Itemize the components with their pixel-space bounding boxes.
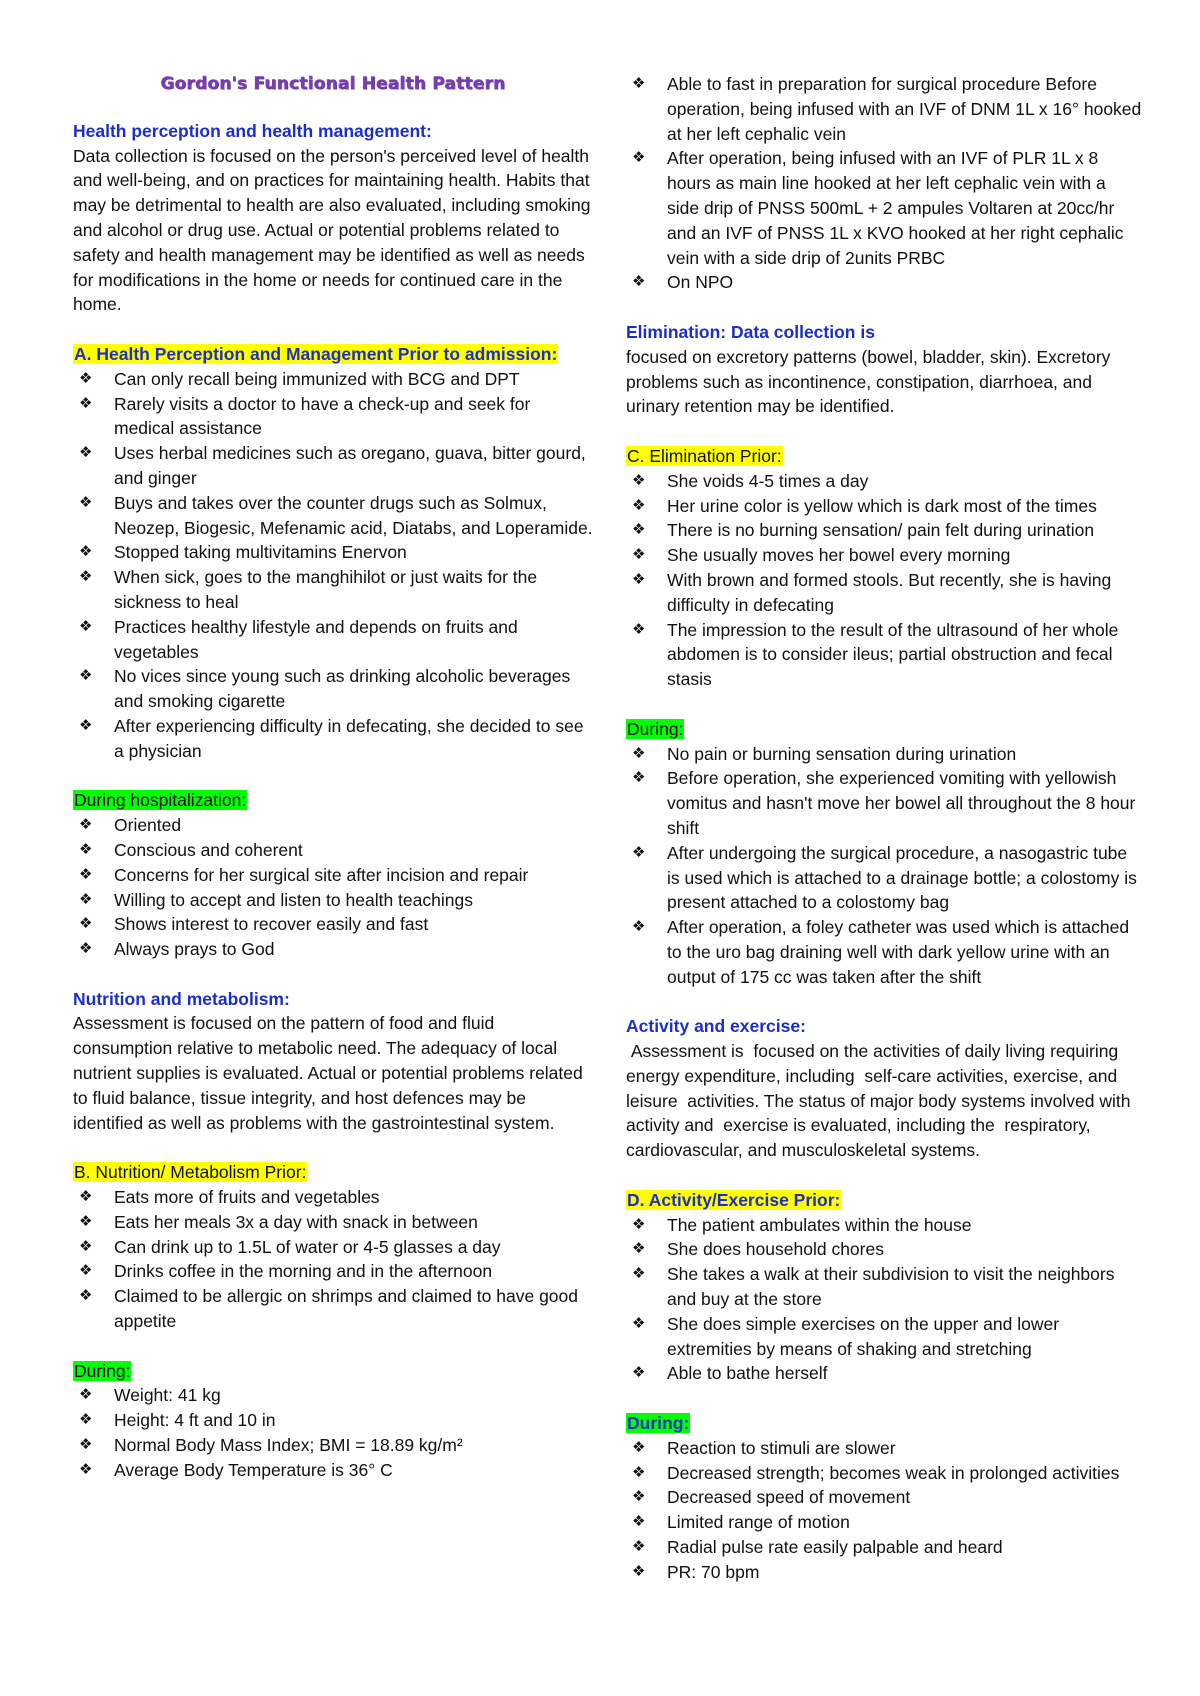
list-item [73,714,593,764]
diamond-bullet-icon: ❖ [79,1386,93,1404]
nutrition-section [73,987,593,1136]
list-item [626,270,1142,295]
list-item-text: With brown and formed stools. But recently, she is having difficulty in defecating [667,569,1112,615]
diamond-bullet-icon: ❖ [632,1438,646,1456]
list-item-text: Willing to accept and listen to health teachings [114,889,473,910]
diamond-bullet-icon: ❖ [632,843,646,861]
list-item [626,618,1142,692]
list-item-text: Uses herbal medicines such as oregano, guava, bitter gourd, and ginger [114,443,586,488]
list-item-text: Able to fast in preparation for surgical procedure Before operation, being infused with an IVF of DNM 1L x 16° hooked at her left cephalic vein [667,74,1142,144]
list-item [73,664,593,714]
list-item-text: Practices healthy lifestyle and depends on fruits and vegetables [114,616,518,662]
list-item [73,615,593,665]
diamond-bullet-icon: ❖ [632,769,646,787]
list-item-text: Rarely visits a doctor to have a check-up and seek for medical assistance [114,393,531,439]
section-b-heading-text: B. Nutrition/ Metabolism Prior: [74,1162,307,1183]
list-item-text: Can only recall being immunized with BCG and DPT [114,368,520,389]
diamond-bullet-icon: ❖ [632,1463,646,1481]
diamond-bullet-icon: ❖ [79,816,93,834]
list-item [73,863,593,888]
left-column [73,72,593,1507]
right-column [626,72,1142,1609]
list-item [626,1262,1142,1312]
list-item-text: Weight: 41 kg [114,1385,221,1406]
diamond-bullet-icon: ❖ [79,1212,93,1230]
list-item [626,72,1142,146]
activity-section [626,1014,1142,1163]
list-item [73,1259,593,1284]
section-c-during [626,717,1142,990]
diamond-bullet-icon: ❖ [632,521,646,539]
list-item-text: When sick, goes to the manghihilot or just waits for the sickness to heal [114,567,538,612]
diamond-bullet-icon: ❖ [79,543,93,561]
section-b-heading [73,1160,593,1185]
diamond-bullet-icon: ❖ [632,1215,646,1233]
list-item [626,1485,1142,1510]
diamond-bullet-icon: ❖ [79,617,93,635]
diamond-bullet-icon: ❖ [632,149,646,167]
diamond-bullet-icon: ❖ [632,1538,646,1556]
section-c-during-heading-text: During: [627,718,684,739]
list-item [73,838,593,863]
during-hospitalization-list [73,813,593,962]
diamond-bullet-icon: ❖ [632,570,646,588]
elimination-heading: Elimination: Data collection is [626,321,875,342]
list-item-text: Able to bathe herself [667,1363,828,1384]
diamond-bullet-icon: ❖ [632,744,646,762]
diamond-bullet-icon: ❖ [632,1513,646,1531]
during-hospitalization-heading-text: During hospitalization: [74,790,247,811]
continued-list [626,72,1142,295]
list-item-text: After experiencing difficulty in defecating, she decided to see a physician [114,715,584,761]
list-item [626,766,1142,840]
list-item-text: Before operation, she experienced vomiting with yellowish vomitus and hasn't move her bowel all throughout the 8 hour shift [667,768,1136,838]
list-item [626,543,1142,568]
list-item [73,1185,593,1210]
diamond-bullet-icon: ❖ [79,915,93,933]
list-item-text: She voids 4-5 times a day [667,470,869,491]
list-item [626,518,1142,543]
diamond-bullet-icon: ❖ [79,1436,93,1454]
section-a-heading-text: A. Health Perception and Management Prior to admission: [74,343,558,364]
section-d-list [626,1213,1142,1387]
diamond-bullet-icon: ❖ [79,1188,93,1206]
continued-list-section [626,72,1142,295]
list-item-text: Stopped taking multivitamins Enervon [114,542,407,563]
section-b [73,1160,593,1334]
list-item [73,1458,593,1483]
diamond-bullet-icon: ❖ [79,444,93,462]
diamond-bullet-icon: ❖ [79,865,93,883]
list-item-text: No vices since young such as drinking alcoholic beverages and smoking cigarette [114,666,571,712]
list-item [73,1235,593,1260]
diamond-bullet-icon: ❖ [632,1240,646,1258]
list-item [626,1213,1142,1238]
list-item [73,1210,593,1235]
diamond-bullet-icon: ❖ [632,546,646,564]
list-item [626,1361,1142,1386]
list-item-text: On NPO [667,272,734,293]
section-a-list [73,367,593,764]
diamond-bullet-icon: ❖ [79,369,93,387]
list-item-text: Conscious and coherent [114,839,303,860]
during-hospitalization-heading [73,788,593,813]
list-item [626,1237,1142,1262]
list-item [626,1461,1142,1486]
nutrition-heading: Nutrition and metabolism: [73,988,290,1009]
list-item-text: No pain or burning sensation during urination [667,743,1017,764]
diamond-bullet-icon: ❖ [79,1287,93,1305]
during-hospitalization-section [73,788,593,962]
diamond-bullet-icon: ❖ [79,394,93,412]
list-item [626,1535,1142,1560]
list-item [73,912,593,937]
list-item [626,841,1142,915]
list-item [626,1510,1142,1535]
section-d-during-heading-text: During: [627,1413,690,1434]
list-item-text: She usually moves her bowel every morning [667,545,1011,566]
document-title: Gordon's Functional Health Pattern [160,74,506,94]
list-item [73,392,593,442]
list-item-text: After operation, being infused with an IVF of PLR 1L x 8 hours as main line hooked at her left cephalic vein with a side drip of PNSS 500mL + 2 ampules Voltaren at 20cc/hr and an IVF of PNSS 1L x KVO hooked at her right cephalic vein with a side drip of 2units PRBC [667,148,1124,268]
list-item [73,1433,593,1458]
activity-heading: Activity and exercise: [626,1016,806,1037]
list-item-text: Eats her meals 3x a day with snack in between [114,1211,478,1232]
section-d-during-list [626,1436,1142,1585]
list-item-text: PR: 70 bpm [667,1561,760,1582]
list-item [626,1560,1142,1585]
diamond-bullet-icon: ❖ [632,1562,646,1580]
list-item [73,888,593,913]
list-item [73,937,593,962]
section-c-heading-text: C. Elimination Prior: [627,445,782,466]
section-c [626,444,1142,692]
nutrition-paragraph: Assessment is focused on the pattern of food and fluid consumption relative to metabolic need. The adequacy of local nutrient supplies is evaluated. Actual or potential problems related to fluid balance, tissue integrity, and host defences may be identified as well as problems with the gastrointestinal system. [73,1013,583,1133]
diamond-bullet-icon: ❖ [632,918,646,936]
health-perception-section [73,119,593,317]
list-item-text: Reaction to stimuli are slower [667,1437,896,1458]
list-item-text: She does simple exercises on the upper and lower extremities by means of shaking and stretching [667,1313,1060,1359]
diamond-bullet-icon: ❖ [79,1460,93,1478]
list-item [73,1383,593,1408]
list-item [73,491,593,541]
diamond-bullet-icon: ❖ [79,1262,93,1280]
list-item-text: After operation, a foley catheter was used which is attached to the uro bag draining well with dark yellow urine with an output of 175 cc was taken after the shift [667,917,1130,987]
list-item [73,540,593,565]
list-item-text: Always prays to God [114,939,275,960]
elimination-paragraph: focused on excretory patterns (bowel, bladder, skin). Excretory problems such as incontinence, constipation, diarrhoea, and urinary retention may be identified. [626,346,1111,417]
list-item [626,568,1142,618]
list-item [73,367,593,392]
section-d-during [626,1411,1142,1585]
diamond-bullet-icon: ❖ [79,716,93,734]
diamond-bullet-icon: ❖ [632,620,646,638]
diamond-bullet-icon: ❖ [79,667,93,685]
diamond-bullet-icon: ❖ [79,840,93,858]
health-perception-paragraph: Data collection is focused on the person's perceived level of health and well-being, and on practices for maintaining health. Habits that may be detrimental to health are also evaluated, including smoking and alcohol or drug use. Actual or potential problems related to safety and health management may be identified as well as needs for modifications in the home or needs for continued care in the home. [73,145,591,315]
diamond-bullet-icon: ❖ [79,1411,93,1429]
list-item [626,1436,1142,1461]
diamond-bullet-icon: ❖ [632,496,646,514]
elimination-section [626,320,1142,419]
section-b-during [73,1359,593,1483]
list-item-text: Eats more of fruits and vegetables [114,1187,380,1208]
list-item [626,1312,1142,1362]
health-perception-heading: Health perception and health management: [73,120,432,141]
section-c-during-heading [626,717,1142,742]
list-item [73,1284,593,1334]
diamond-bullet-icon: ❖ [79,568,93,586]
list-item-text: She does household chores [667,1239,884,1260]
list-item-text: Radial pulse rate easily palpable and heard [667,1537,1003,1558]
list-item [73,813,593,838]
section-d-heading-text: D. Activity/Exercise Prior: [627,1189,841,1210]
section-d-during-heading [626,1411,1142,1436]
list-item-text: After undergoing the surgical procedure, a nasogastric tube is used which is attached to a drainage bottle; a colostomy is present attached to a colostomy bag [667,842,1137,913]
list-item-text: Can drink up to 1.5L of water or 4-5 glasses a day [114,1236,501,1257]
list-item [626,915,1142,989]
diamond-bullet-icon: ❖ [79,940,93,958]
section-b-during-heading-text: During: [74,1360,131,1381]
list-item [73,441,593,491]
list-item-text: Average Body Temperature is 36° C [114,1459,393,1480]
list-item-text: Shows interest to recover easily and fast [114,914,429,935]
section-a-heading [73,342,593,367]
list-item-text: The impression to the result of the ultrasound of her whole abdomen is to consider ileus; partial obstruction and fecal stasis [667,619,1119,690]
diamond-bullet-icon: ❖ [632,471,646,489]
activity-paragraph: Assessment is focused on the activities of daily living requiring energy expenditure, including self-care activities, exercise, and leisure activities. The status of major body systems involved with activity and exercise is evaluated, including the respiratory, cardiovascular, and musculoskeletal systems. [626,1041,1136,1161]
diamond-bullet-icon: ❖ [79,1237,93,1255]
list-item [626,469,1142,494]
list-item-text: She takes a walk at their subdivision to visit the neighbors and buy at the store [667,1264,1115,1310]
list-item [626,494,1142,519]
list-item [73,565,593,615]
section-c-list [626,469,1142,692]
diamond-bullet-icon: ❖ [632,1364,646,1382]
list-item-text: Drinks coffee in the morning and in the afternoon [114,1261,493,1282]
list-item [73,1408,593,1433]
list-item-text: Limited range of motion [667,1512,850,1533]
diamond-bullet-icon: ❖ [79,493,93,511]
section-d [626,1188,1142,1386]
section-b-list [73,1185,593,1334]
diamond-bullet-icon: ❖ [632,273,646,291]
section-d-heading [626,1188,1142,1213]
section-b-during-list [73,1383,593,1482]
section-a [73,342,593,764]
section-b-during-heading [73,1359,593,1384]
list-item-text: Decreased strength; becomes weak in prolonged activities [667,1462,1120,1483]
list-item-text: Claimed to be allergic on shrimps and claimed to have good appetite [114,1286,579,1332]
list-item [626,146,1142,270]
diamond-bullet-icon: ❖ [632,1488,646,1506]
section-c-heading [626,444,1142,469]
list-item-text: The patient ambulates within the house [667,1214,972,1235]
list-item-text: Concerns for her surgical site after incision and repair [114,864,529,885]
diamond-bullet-icon: ❖ [632,1265,646,1283]
list-item-text: Her urine color is yellow which is dark most of the times [667,495,1097,516]
list-item-text: Buys and takes over the counter drugs such as Solmux, Neozep, Biogesic, Mefenamic acid, Diatabs, and Loperamide. [114,492,593,538]
list-item-text: Decreased speed of movement [667,1487,911,1508]
diamond-bullet-icon: ❖ [79,890,93,908]
list-item-text: Height: 4 ft and 10 in [114,1410,276,1431]
list-item [626,742,1142,767]
list-item-text: Oriented [114,815,182,836]
list-item-text: There is no burning sensation/ pain felt during urination [667,520,1095,541]
list-item-text: Normal Body Mass Index; BMI = 18.89 kg/m² [114,1435,463,1456]
diamond-bullet-icon: ❖ [632,1314,646,1332]
diamond-bullet-icon: ❖ [632,75,646,92]
section-c-during-list [626,742,1142,990]
